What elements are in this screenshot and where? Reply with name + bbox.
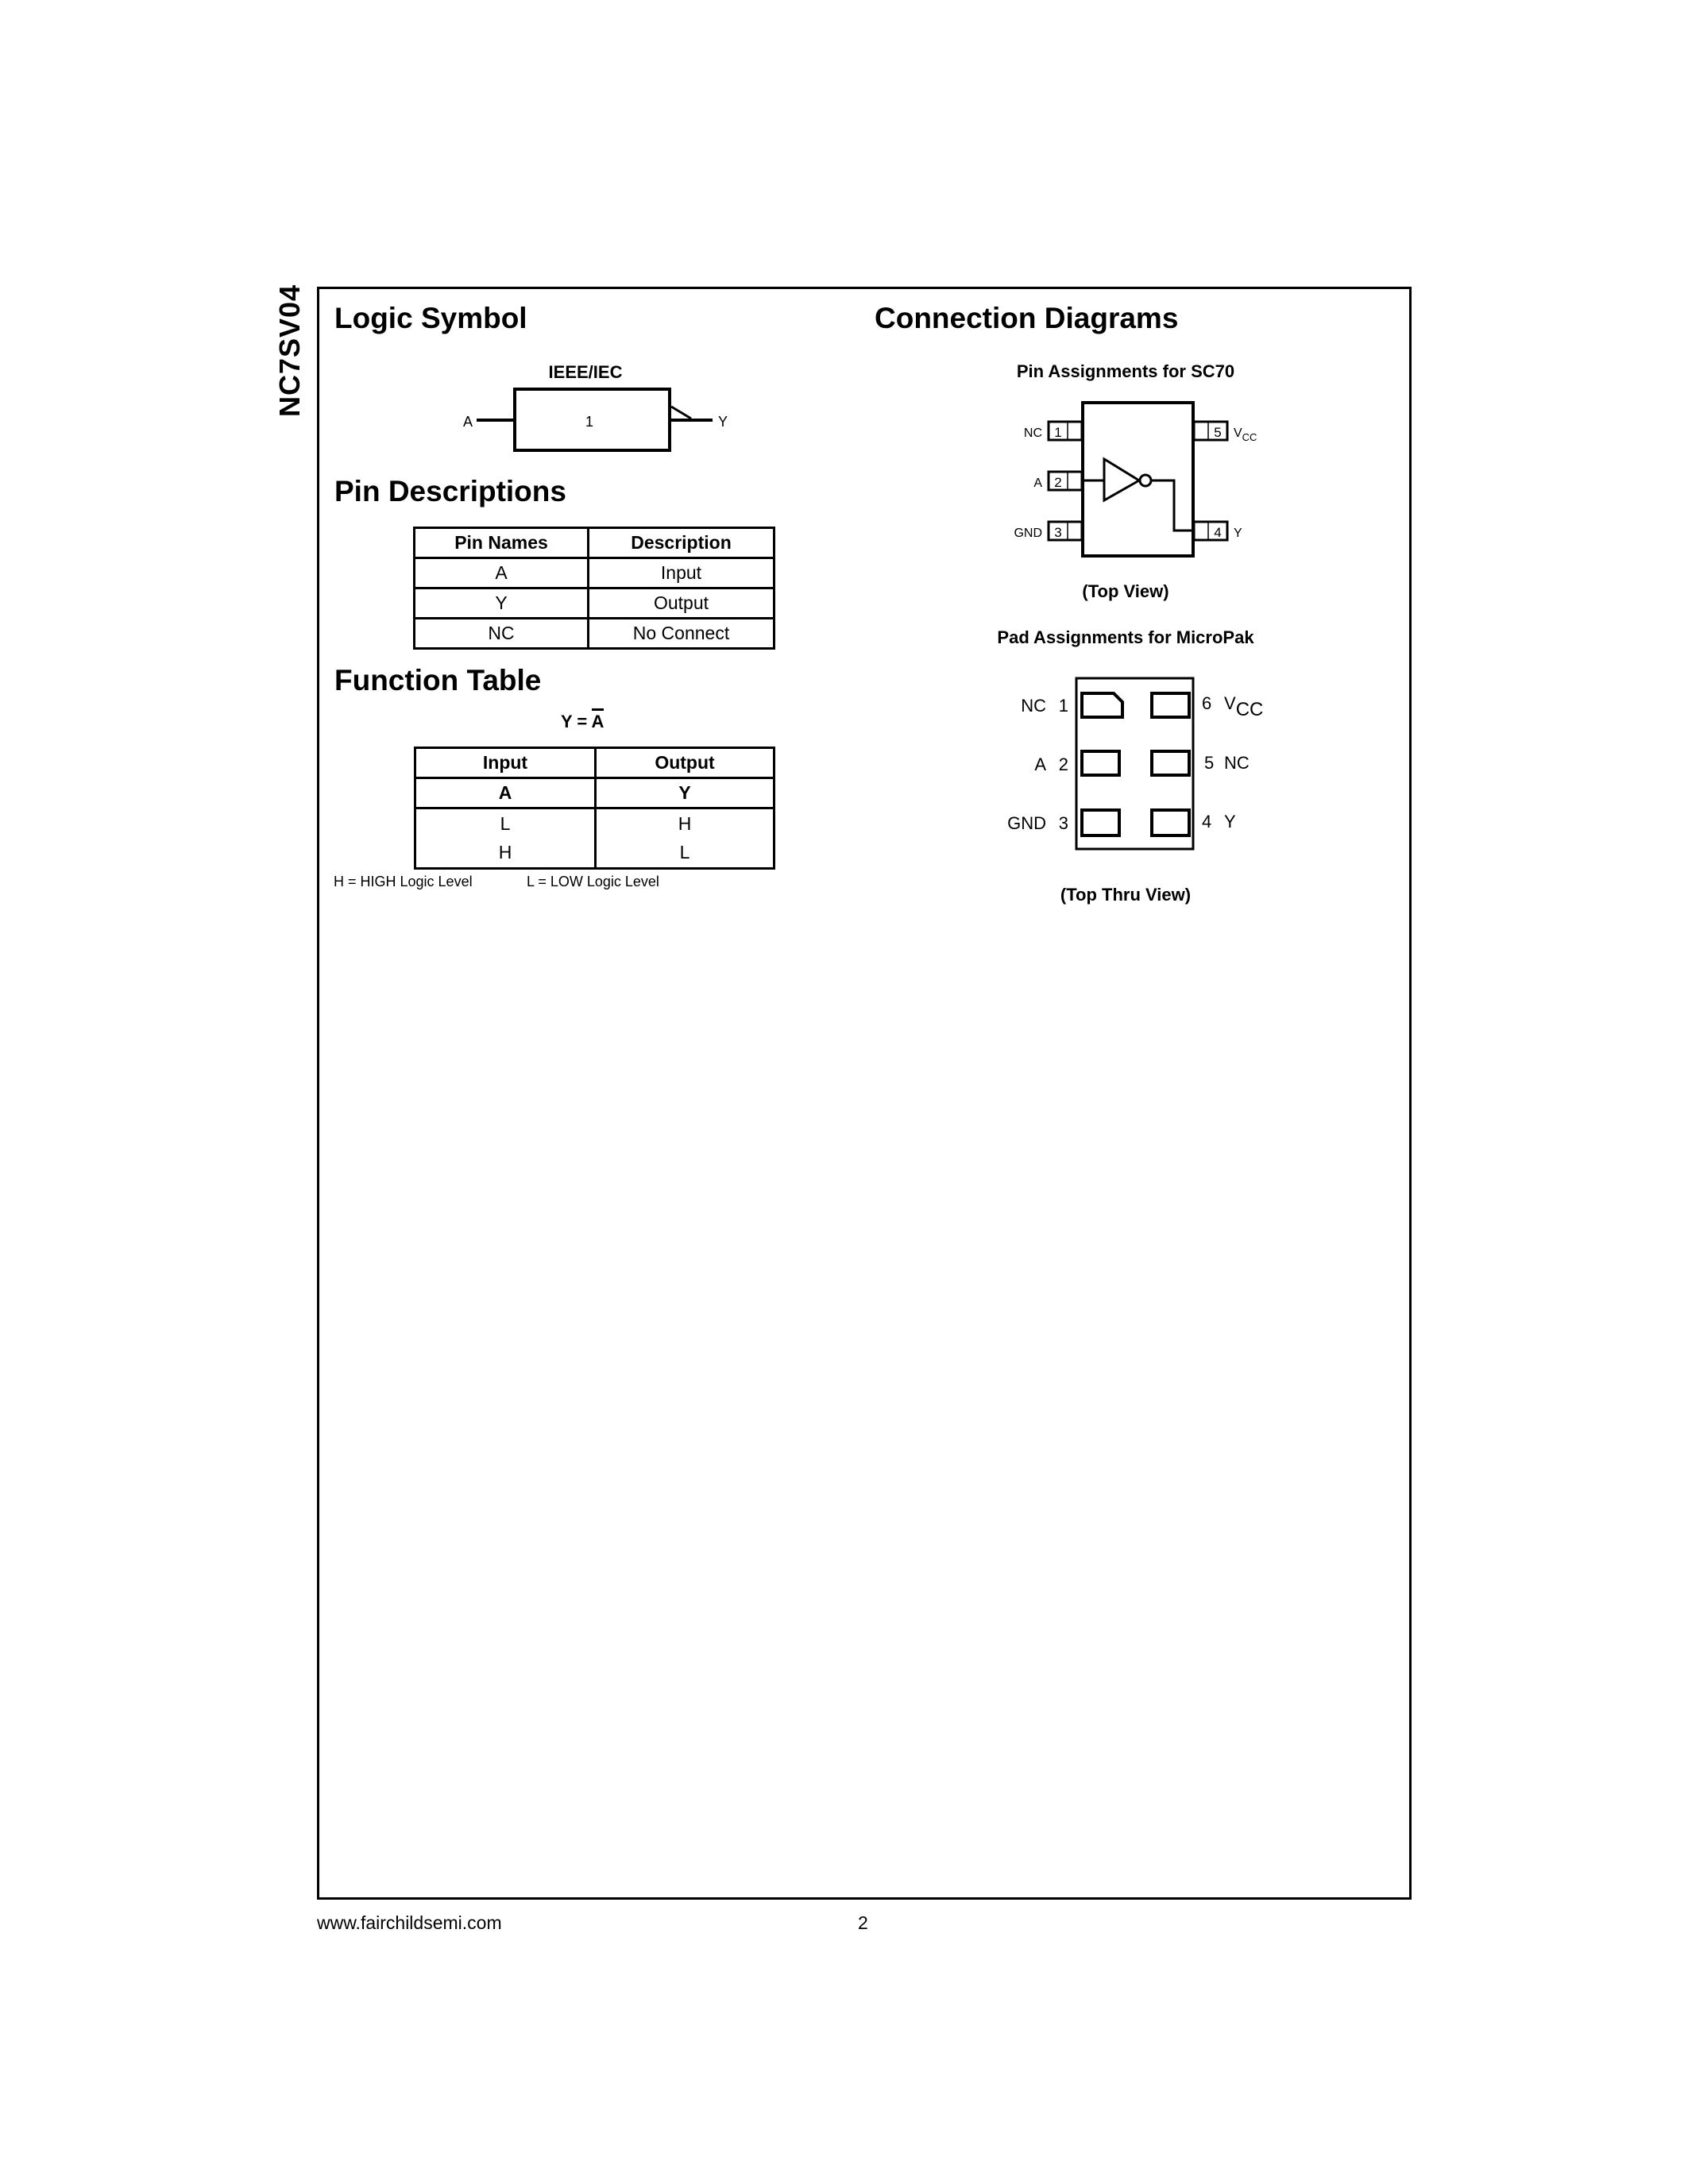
- footer-url: www.fairchildsemi.com: [317, 1912, 502, 1933]
- logic-symbol-heading: Logic Symbol: [334, 302, 527, 334]
- logic-symbol-diagram: [445, 381, 747, 461]
- input-cell: L: [415, 808, 596, 839]
- function-table: [414, 747, 775, 870]
- sc70-title: Pin Assignments for SC70: [1016, 361, 1235, 381]
- equation-rhs-negated: A: [592, 708, 605, 731]
- table-row: [415, 558, 774, 588]
- pad-4-icon: [1152, 810, 1189, 835]
- logic-output-label: Y: [718, 414, 728, 430]
- column-header: Output: [596, 748, 774, 778]
- table-row: [415, 619, 774, 649]
- svg-text:3: 3: [1054, 525, 1062, 540]
- output-cell: L: [596, 839, 774, 869]
- svg-text:NC: NC: [1023, 426, 1042, 440]
- sc70-caption: (Top View): [1082, 581, 1169, 601]
- column-header: Pin Names: [415, 528, 589, 558]
- input-cell: H: [415, 839, 596, 869]
- pad-6-icon: [1152, 693, 1189, 717]
- pin-description-cell: No Connect: [589, 619, 774, 649]
- pad-5-icon: [1152, 751, 1189, 775]
- pad-5-name: NC: [1224, 753, 1250, 773]
- ieee-iec-label: IEEE/IEC: [548, 362, 623, 382]
- column-header: Input: [415, 748, 596, 778]
- svg-text:1: 1: [1054, 425, 1062, 440]
- pad-2-number: 2: [1058, 754, 1068, 774]
- sc70-pin-4: [1194, 522, 1242, 540]
- legend-high: H = HIGH Logic Level: [334, 874, 473, 889]
- pad-2-name: A: [1034, 754, 1046, 774]
- pad-1-name: NC: [1021, 696, 1046, 716]
- pin-name-cell: NC: [415, 619, 589, 649]
- page-number: 2: [858, 1912, 868, 1933]
- sc70-pin-1: [1024, 422, 1082, 440]
- pad-3-number: 3: [1058, 813, 1068, 833]
- column-subheader: A: [415, 778, 596, 808]
- output-cell: H: [596, 808, 774, 839]
- table-header-row: [415, 748, 774, 778]
- pad-4-name: Y: [1224, 812, 1236, 832]
- pin-name-cell: Y: [415, 588, 589, 619]
- connection-diagrams-heading: Connection Diagrams: [875, 302, 1179, 334]
- pad-6-name: VCC: [1224, 693, 1264, 720]
- sc70-pin-3: [1014, 522, 1082, 540]
- table-subheader-row: [415, 778, 774, 808]
- svg-text:5: 5: [1214, 425, 1222, 440]
- table-header-row: [415, 528, 774, 558]
- svg-text:GND: GND: [1014, 527, 1042, 540]
- micropak-title: Pad Assignments for MicroPak: [997, 627, 1254, 647]
- column-header: Description: [589, 528, 774, 558]
- sc70-pinout-diagram: [1001, 393, 1271, 568]
- svg-text:Y: Y: [1234, 527, 1242, 540]
- micropak-pad-diagram: [977, 667, 1295, 858]
- pad-3-name: GND: [1007, 813, 1046, 833]
- svg-text:4: 4: [1214, 525, 1222, 540]
- pad-5-number: 5: [1204, 753, 1215, 773]
- pin-descriptions-heading: Pin Descriptions: [334, 475, 566, 507]
- pin-description-cell: Output: [589, 588, 774, 619]
- pin-descriptions-table: [413, 527, 775, 650]
- logic-input-label: A: [463, 414, 473, 430]
- pin-description-cell: Input: [589, 558, 774, 588]
- pad-1-icon: [1082, 693, 1122, 717]
- micropak-caption: (Top Thru View): [1060, 885, 1192, 905]
- legend-low: L = LOW Logic Level: [527, 874, 659, 889]
- boolean-equation: [561, 712, 604, 732]
- column-subheader: Y: [596, 778, 774, 808]
- pad-4-number: 4: [1202, 812, 1212, 832]
- part-number-side-label: NC7SV04: [273, 284, 306, 417]
- pin-name-cell: A: [415, 558, 589, 588]
- table-row: [415, 839, 774, 869]
- equation-lhs: Y =: [561, 712, 592, 731]
- pad-2-icon: [1082, 751, 1119, 775]
- svg-text:VCC: $V_{CC}$: [1234, 426, 1257, 443]
- sc70-pin-5: [1194, 422, 1257, 443]
- function-table-heading: Function Table: [334, 664, 542, 696]
- pad-3-icon: [1082, 810, 1119, 835]
- logic-box-label: 1: [585, 414, 594, 430]
- table-row: [415, 808, 774, 839]
- sc70-pin-2: [1033, 472, 1082, 490]
- svg-text:2: 2: [1054, 475, 1062, 490]
- inverter-gate-icon: [1083, 459, 1194, 531]
- pad-1-number: 1: [1058, 696, 1068, 716]
- table-row: [415, 588, 774, 619]
- svg-text:A: A: [1033, 477, 1042, 490]
- pad-6-number: 6: [1202, 693, 1212, 713]
